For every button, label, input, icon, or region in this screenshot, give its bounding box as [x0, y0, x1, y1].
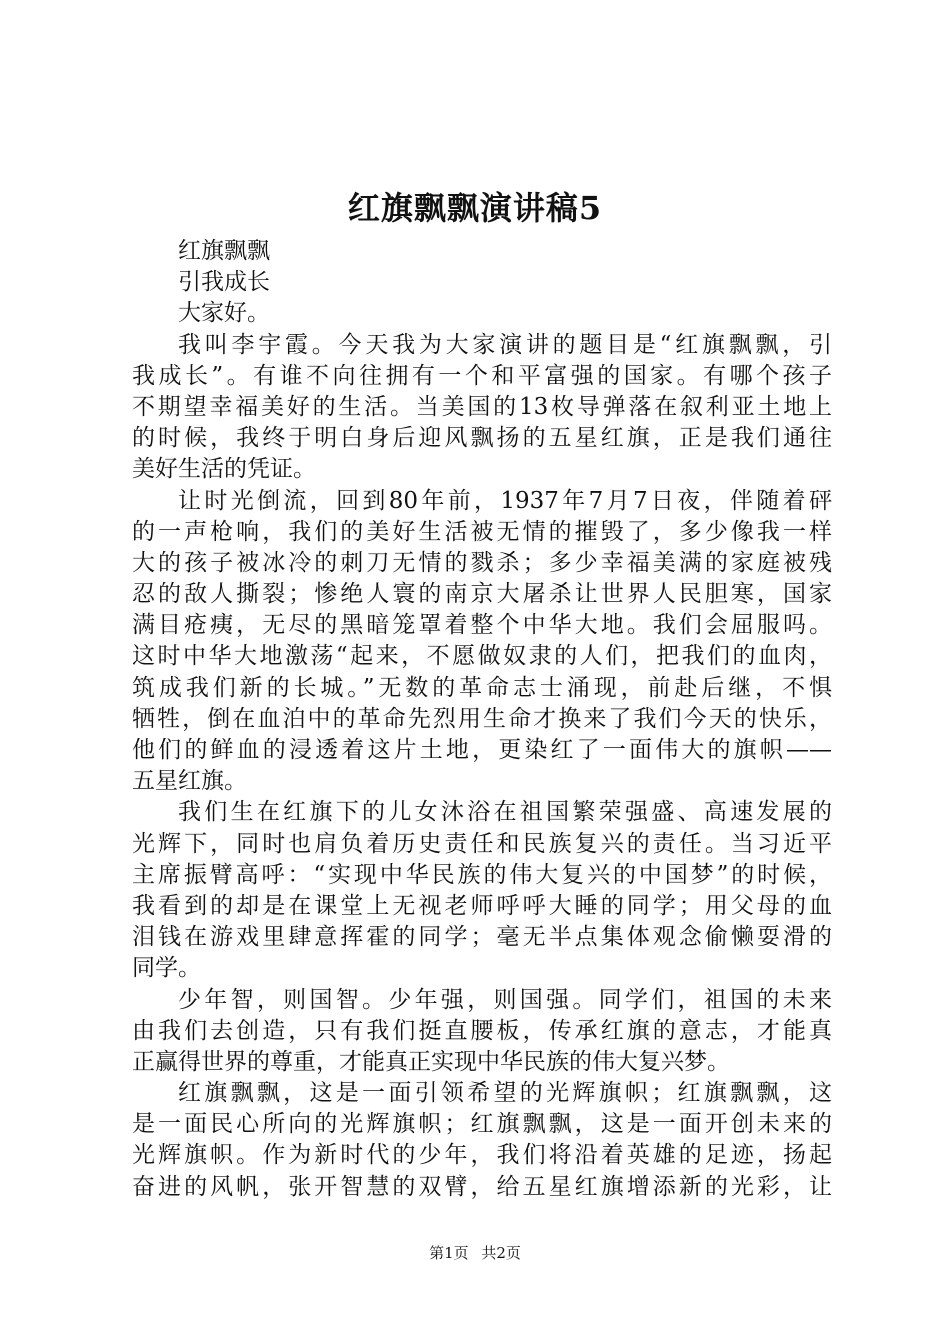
- text-line: 光辉下，同时也肩负着历史责任和民族复兴的责任。当习近平: [132, 830, 832, 857]
- text-line: 引我成长: [178, 269, 270, 296]
- text-line: 美好生活的凭证。: [132, 456, 316, 483]
- document-body: [132, 236, 832, 1203]
- text-line: 同学。: [132, 955, 201, 982]
- text-line: 不期望幸福美好的生活。当美国的13枚导弹落在叙利亚土地上: [132, 393, 832, 420]
- text-line: 让时光倒流，回到80年前，1937年7月7日夜，伴随着砰: [178, 487, 832, 514]
- page-total: 共2页: [481, 1244, 521, 1262]
- text-line: 筑成我们新的长城。”无数的革命志士涌现，前赴后继，不惧: [132, 674, 832, 701]
- page-footer: [0, 1243, 950, 1263]
- text-line: 我叫李宇霞。今天我为大家演讲的题目是“红旗飘飘，引: [178, 331, 832, 358]
- text-line: 少年智，则国智。少年强，则国强。同学们，祖国的未来: [178, 986, 832, 1013]
- text-line: 光辉旗帜。作为新时代的少年，我们将沿着英雄的足迹，扬起: [132, 1142, 832, 1169]
- text-line: 奋进的风帆，张开智慧的双臂，给五星红旗增添新的光彩，让: [132, 1173, 832, 1200]
- document-title: 红旗飘飘演讲稿5: [347, 189, 603, 227]
- text-line: 我成长”。有谁不向往拥有一个和平富强的国家。有哪个孩子: [132, 362, 832, 389]
- text-line: 忍的敌人撕裂；惨绝人寰的南京大屠杀让世界人民胆寒，国家: [132, 581, 832, 608]
- text-line: 正赢得世界的尊重，才能真正实现中华民族的伟大复兴梦。: [132, 1048, 730, 1075]
- text-line: 这时中华大地激荡“起来，不愿做奴隶的人们，把我们的血肉，: [132, 643, 832, 670]
- text-line: 的一声枪响，我们的美好生活被无情的摧毁了，多少像我一样: [132, 518, 832, 545]
- text-line: 五星红旗。: [132, 768, 247, 795]
- page-number: 第1页: [429, 1244, 469, 1262]
- text-line: 他们的鲜血的浸透着这片土地，更染红了一面伟大的旗帜——: [132, 737, 832, 763]
- text-line: 泪钱在游戏里肆意挥霍的同学；毫无半点集体观念偷懒耍滑的: [132, 924, 832, 951]
- text-line: 红旗飘飘: [178, 238, 270, 264]
- text-line: 的时候，我终于明白身后迎风飘扬的五星红旗，正是我们通往: [132, 425, 832, 452]
- text-line: 我们生在红旗下的儿女沐浴在祖国繁荣强盛、高速发展的: [178, 799, 832, 826]
- text-line: 红旗飘飘，这是一面引领希望的光辉旗帜；红旗飘飘，这: [178, 1080, 832, 1107]
- text-line: 由我们去创造，只有我们挺直腰板，传承红旗的意志，才能真: [132, 1017, 832, 1044]
- text-line: 我看到的却是在课堂上无视老师呼呼大睡的同学；用父母的血: [132, 892, 832, 919]
- text-line: 大的孩子被冰冷的刺刀无情的戮杀；多少幸福美满的家庭被残: [132, 549, 832, 576]
- text-line: 是一面民心所向的光辉旗帜；红旗飘飘，这是一面开创未来的: [132, 1111, 832, 1138]
- text-line: 满目疮痍，无尽的黑暗笼罩着整个中华大地。我们会屈服吗。: [132, 612, 832, 639]
- text-line: 牺牲，倒在血泊中的革命先烈用生命才换来了我们今天的快乐，: [132, 705, 832, 732]
- text-line: 主席振臂高呼：“实现中华民族的伟大复兴的中国梦”的时候，: [132, 861, 832, 888]
- text-line: 大家好。: [178, 300, 270, 327]
